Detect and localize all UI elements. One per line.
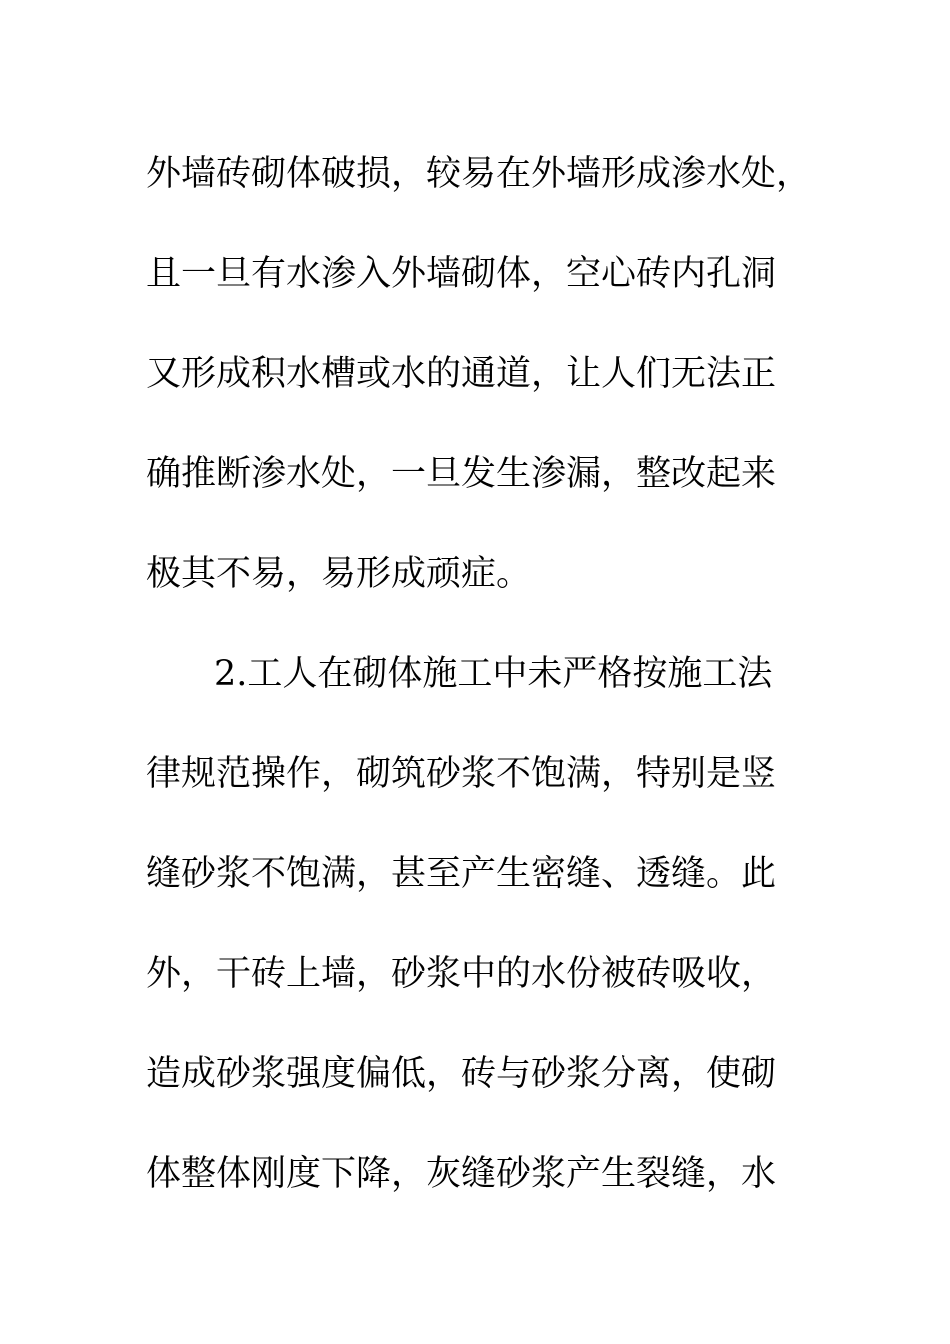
paragraph-start-line: 2.工人在砌体施工中未严格按施工法 [214, 654, 773, 694]
text-line: 极其不易，易形成顽症。 [146, 554, 532, 594]
text-line: 又形成积水槽或水的通道，让人们无法正 [146, 354, 777, 394]
text-line: 造成砂浆强度偏低，砖与砂浆分离，使砌 [146, 1054, 777, 1094]
text-line: 且一旦有水渗入外墙砌体，空心砖内孔洞 [146, 254, 777, 294]
text-line: 外，干砖上墙，砂浆中的水份被砖吸收， [146, 954, 777, 994]
text-line: 律规范操作，砌筑砂浆不饱满，特别是竖 [146, 754, 777, 794]
body-text [146, 124, 812, 1224]
text-line: 缝砂浆不饱满，甚至产生密缝、透缝。此 [146, 854, 777, 894]
text-line: 确推断渗水处，一旦发生渗漏，整改起来 [146, 454, 777, 494]
text-line: 体整体刚度下降，灰缝砂浆产生裂缝，水 [146, 1154, 777, 1194]
text-line: 外墙砖砌体破损，较易在外墙形成渗水处， [146, 154, 812, 194]
